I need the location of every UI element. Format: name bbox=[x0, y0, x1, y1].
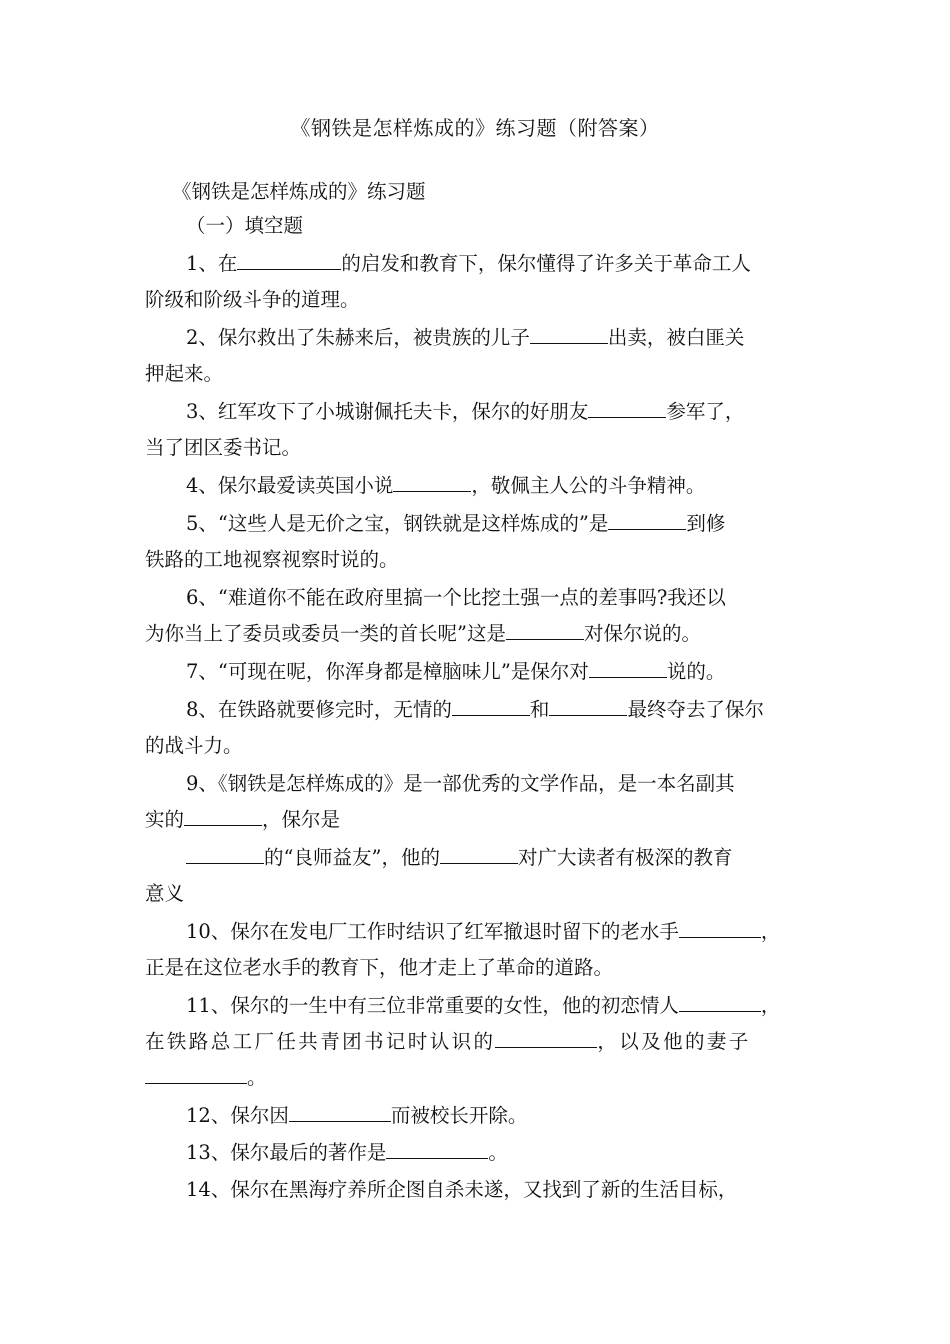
question-14-line-1: 14、保尔在黑海疗养所企图自杀未遂，又找到了新的生活目标， bbox=[186, 1178, 738, 1201]
question-text: 实的 bbox=[145, 808, 185, 831]
question-8-line-2: 的战斗力。 bbox=[145, 734, 243, 757]
question-text: ， bbox=[760, 994, 781, 1017]
question-text: 对广大读者有极深的教育 bbox=[517, 846, 733, 869]
question-2-line-1 bbox=[186, 324, 744, 352]
exercise-subtitle: 《钢铁是怎样炼成的》练习题 bbox=[172, 180, 426, 203]
question-text: 最终夺去了保尔 bbox=[627, 698, 764, 721]
section-heading: （一）填空题 bbox=[186, 214, 304, 237]
answer-blank bbox=[589, 659, 667, 678]
question-text: 而被校长开除。 bbox=[390, 1104, 528, 1127]
question-text: 。 bbox=[488, 1141, 508, 1164]
question-text: 13、保尔最后的著作是 bbox=[186, 1141, 387, 1164]
answer-blank bbox=[289, 1103, 391, 1122]
question-text: 的“良师益友”，他的 bbox=[264, 846, 440, 869]
question-text: 1、在 bbox=[186, 252, 238, 275]
question-6-line-1: 6、“难道你不能在政府里搞一个比挖土强一点的差事吗?我还以 bbox=[186, 586, 726, 609]
question-text: 说的。 bbox=[666, 660, 726, 683]
question-text: 3、红军攻下了小城谢佩托夫卡，保尔的好朋友 bbox=[186, 400, 589, 423]
answer-blank bbox=[549, 697, 627, 716]
question-text: ，保尔是 bbox=[262, 808, 341, 831]
answer-blank bbox=[608, 511, 686, 530]
question-text: ，以及他的妻子 bbox=[597, 1030, 751, 1053]
question-8-line-1 bbox=[186, 696, 764, 724]
question-7-line-1 bbox=[186, 658, 725, 686]
question-9-line-2 bbox=[145, 806, 340, 834]
question-text: 12、保尔因 bbox=[186, 1104, 289, 1127]
question-text: 2、保尔救出了朱赫来后，被贵族的儿子 bbox=[186, 326, 530, 349]
answer-blank bbox=[452, 697, 530, 716]
answer-blank bbox=[588, 399, 666, 418]
answer-blank bbox=[679, 993, 761, 1012]
question-5-line-2: 铁路的工地视察视察时说的。 bbox=[145, 548, 399, 571]
question-text: 8、在铁路就要修完时，无情的 bbox=[186, 698, 452, 721]
answer-blank bbox=[393, 473, 471, 492]
question-2-line-2: 押起来。 bbox=[145, 362, 224, 385]
answer-blank bbox=[506, 621, 584, 640]
question-13-line-1 bbox=[186, 1139, 508, 1167]
question-11-line-1 bbox=[186, 992, 780, 1020]
question-11-line-2 bbox=[145, 1028, 751, 1056]
question-9-line-1: 9、《钢铁是怎样炼成的》是一部优秀的文学作品，是一本名副其 bbox=[186, 772, 735, 795]
question-3-line-1 bbox=[186, 398, 744, 426]
question-text: 10、保尔在发电厂工作时结识了红军撤退时留下的老水手 bbox=[186, 920, 679, 943]
question-11-line-3 bbox=[145, 1064, 267, 1092]
document-title: 《钢铁是怎样炼成的》练习题（附答案） bbox=[290, 116, 660, 140]
question-5-line-1 bbox=[186, 510, 725, 538]
question-4-line-1 bbox=[186, 472, 705, 500]
question-text: 在铁路总工厂任共青团书记时认识的 bbox=[145, 1030, 496, 1053]
question-3-line-2: 当了团区委书记。 bbox=[145, 436, 302, 459]
answer-blank bbox=[440, 845, 518, 864]
question-text: 为你当上了委员或委员一类的首长呢”这是 bbox=[145, 622, 506, 645]
answer-blank bbox=[237, 251, 341, 270]
answer-blank bbox=[186, 845, 264, 864]
answer-blank bbox=[495, 1029, 597, 1048]
question-text: 。 bbox=[247, 1066, 267, 1089]
question-1-line-2: 阶级和阶级斗争的道理。 bbox=[145, 288, 360, 311]
question-text: 5、“这些人是无价之宝，钢铁就是这样炼成的”是 bbox=[186, 512, 609, 535]
question-text: 参军了， bbox=[666, 400, 745, 423]
question-text: 对保尔说的。 bbox=[583, 622, 701, 645]
question-text: 7、“可现在呢，你浑身都是樟脑味儿”是保尔对 bbox=[186, 660, 589, 683]
question-text: 的启发和教育下，保尔懂得了许多关于革命工人 bbox=[341, 252, 751, 275]
answer-blank bbox=[386, 1140, 488, 1159]
question-text: 和 bbox=[529, 698, 550, 721]
answer-blank bbox=[679, 919, 761, 938]
question-text: 到修 bbox=[686, 512, 726, 535]
answer-blank bbox=[145, 1065, 247, 1084]
question-10-line-2: 正是在这位老水手的教育下，他才走上了革命的道路。 bbox=[145, 956, 614, 979]
question-1-line-1 bbox=[186, 250, 751, 278]
question-9-line-3 bbox=[186, 844, 732, 872]
question-10-line-1 bbox=[186, 918, 780, 946]
question-text: 4、保尔最爱读英国小说 bbox=[186, 474, 394, 497]
answer-blank bbox=[184, 807, 262, 826]
question-text: ，敬佩主人公的斗争精神。 bbox=[471, 474, 706, 497]
question-text: 11、保尔的一生中有三位非常重要的女性，他的初恋情人 bbox=[186, 994, 679, 1017]
question-9-line-4: 意义 bbox=[145, 882, 185, 905]
question-12-line-1 bbox=[186, 1102, 527, 1130]
question-text: ， bbox=[760, 920, 781, 943]
question-6-line-2 bbox=[145, 620, 701, 648]
question-text: 出卖，被白匪关 bbox=[607, 326, 745, 349]
answer-blank bbox=[530, 325, 608, 344]
